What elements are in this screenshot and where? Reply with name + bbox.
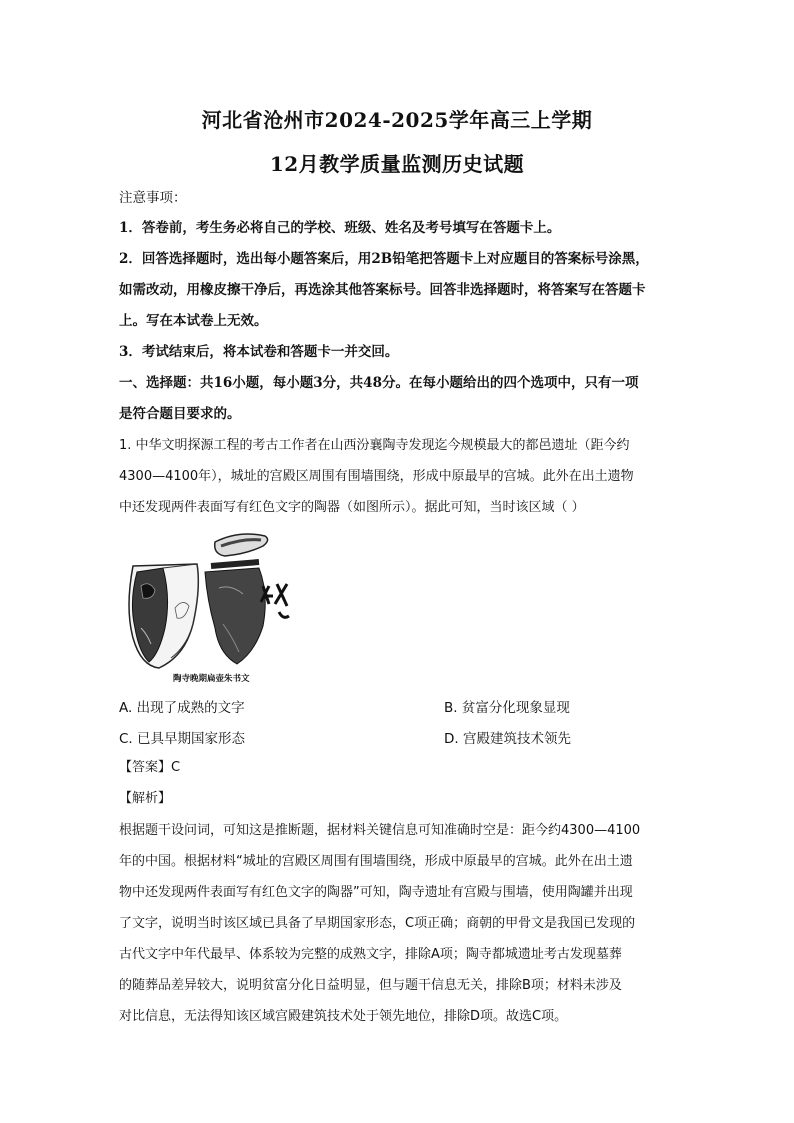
question-stem-line-3: 中还发现两件表面写有红色文字的陶器（如图所示）。据此可知，当时该区域（ ） — [119, 500, 585, 515]
option-a[interactable]: A. 出现了成熟的文字 — [119, 700, 245, 716]
pottery-figure — [119, 528, 299, 688]
notice-heading: 注意事项： — [119, 190, 187, 206]
analysis-line: 了文字，说明当时该区域已具备了早期国家形态，C项正确；商朝的甲骨文是我国已发现的 — [119, 916, 636, 931]
option-b[interactable]: B. 贫富分化现象显现 — [444, 700, 570, 716]
analysis-line: 的随葬品差异较大，说明贫富分化日益明显，但与题干信息无关，排除B项；材料未涉及 — [119, 978, 622, 993]
page-title: 河北省沧州市2024-2025学年高三上学期 — [201, 108, 593, 132]
notice-item-3: 3．考试结束后，将本试卷和答题卡一并交回。 — [119, 344, 399, 360]
answer-label: 【答案】C — [119, 760, 181, 775]
analysis-line: 年的中国。根据材料“城址的宫殿区周围有围墙围绕，形成中原最早的宫城。此外在出土遗 — [119, 854, 633, 869]
figure-caption: 陶寺晚期扁壶朱书文 — [173, 674, 250, 684]
notice-item-2-line-1: 2．回答选择题时，选出每小题答案后，用2B铅笔把答题卡上对应题目的答案标号涂黑， — [119, 251, 649, 267]
notice-item-2-line-3: 上。写在本试卷上无效。 — [119, 313, 268, 329]
analysis-line: 根据题干设问词，可知这是推断题，据材料关键信息可知准确时空是：距今约4300—4100 — [119, 823, 641, 838]
page-subtitle: 12月教学质量监测历史试题 — [269, 152, 525, 176]
question-stem-line-1: 1. 中华文明探源工程的考古工作者在山西汾襄陶寺发现迄今规模最大的都邑遗址（距今约 — [119, 438, 630, 453]
question-stem-line-2: 4300—4100年），城址的宫殿区周围有围墙围绕，形成中原最早的宫城。此外在出土遗物 — [119, 469, 634, 484]
analysis-line: 古代文字中年代最早、体系较为完整的成熟文字，排除A项；陶寺都城遗址考古发现墓葬 — [119, 947, 622, 962]
analysis-heading: 【解析】 — [119, 791, 172, 806]
notice-item-2-line-2: 如需改动，用橡皮擦干净后，再选涂其他答案标号。回答非选择题时，将答案写在答题卡 — [119, 282, 646, 298]
analysis-line: 物中还发现两件表面写有红色文字的陶器”可知，陶寺遗址有宫殿与围墙，使用陶罐并出现 — [119, 885, 633, 900]
section-heading-line-2: 是符合题目要求的。 — [119, 406, 241, 422]
analysis-line: 对比信息，无法得知该区域宫殿建筑技术处于领先地位，排除D项。故选C项。 — [119, 1009, 568, 1024]
option-d[interactable]: D. 宫殿建筑技术领先 — [444, 731, 571, 747]
section-heading-line-1: 一、选择题：共16小题，每小题3分，共48分。在每小题给出的四个选项中，只有一项 — [119, 375, 639, 391]
notice-item-1: 1．答卷前，考生务必将自己的学校、班级、姓名及考号填写在答题卡上。 — [119, 220, 561, 236]
option-c[interactable]: C. 已具早期国家形态 — [119, 731, 246, 747]
